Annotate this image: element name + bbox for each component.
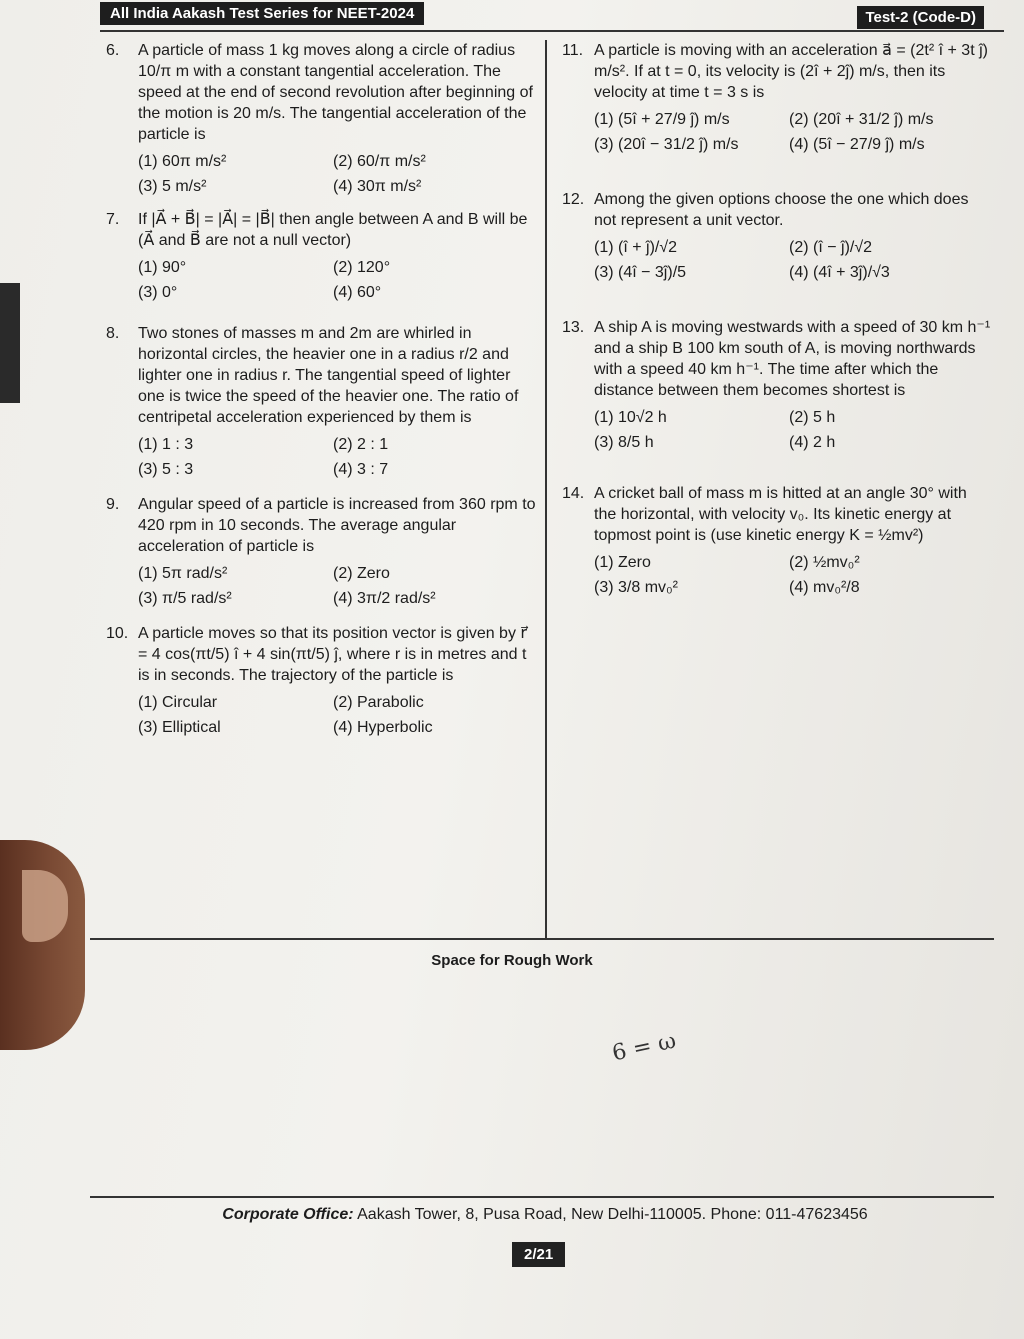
options-grid xyxy=(594,552,992,598)
footer-label: Corporate Office: xyxy=(222,1206,354,1223)
question-number: 11. xyxy=(562,42,584,59)
answer-option[interactable]: (3) 8/5 h xyxy=(594,434,654,451)
header-rule xyxy=(100,30,1004,32)
answer-option[interactable]: (4) 30π m/s² xyxy=(333,178,422,195)
answer-option[interactable]: (1) Zero xyxy=(594,554,651,571)
question xyxy=(106,40,536,197)
question xyxy=(106,494,536,609)
header-test-code: Test-2 (Code-D) xyxy=(857,6,984,29)
options-grid xyxy=(138,257,536,303)
rough-work-label: Space for Rough Work xyxy=(431,952,593,969)
question-number: 6. xyxy=(106,42,120,59)
page-number: 2/21 xyxy=(512,1242,565,1267)
answer-option[interactable]: (3) 0° xyxy=(138,284,178,301)
options-grid xyxy=(594,109,992,155)
handwritten-note: 6 = ω xyxy=(610,1028,679,1067)
answer-option[interactable]: (2) (î − ĵ)/√2 xyxy=(789,239,873,256)
answer-option[interactable]: (2) (20î + 31/2 ĵ) m/s xyxy=(789,111,934,128)
question-number: 12. xyxy=(562,191,585,208)
question-text: A cricket ball of mass m is hitted at an angle 30° with the horizontal, with velocity v₀. Its kinetic energy at topmost point is (use kinetic energy K = ½mv²) xyxy=(594,485,967,544)
question xyxy=(562,40,992,155)
question-number: 10. xyxy=(106,625,129,642)
answer-option[interactable]: (1) (5î + 27/9 ĵ) m/s xyxy=(594,111,730,128)
right-column xyxy=(562,40,992,598)
options-grid xyxy=(594,237,992,283)
answer-option[interactable]: (2) 5 h xyxy=(789,409,836,426)
answer-option[interactable]: (3) 5 m/s² xyxy=(138,178,207,195)
footer-address: Aakash Tower, 8, Pusa Road, New Delhi-110005. Phone: 011-47623456 xyxy=(353,1206,868,1223)
question xyxy=(562,189,992,283)
answer-option[interactable]: (3) (4î − 3ĵ)/5 xyxy=(594,264,687,281)
options-grid xyxy=(138,151,536,197)
question xyxy=(562,483,992,598)
answer-option[interactable]: (4) (5î − 27/9 ĵ) m/s xyxy=(789,136,925,153)
question-text: If |A⃗ + B⃗| = |A⃗| = |B⃗| then angle between A and B will be (A⃗ and B⃗ are not a null vector) xyxy=(138,211,528,249)
question xyxy=(106,209,536,303)
question-text: A particle is moving with an acceleration a⃗ = (2t² î + 3t ĵ) m/s². If at t = 0, its velocity is (2î + 2ĵ) m/s, then its velocity at time t = 3 s is xyxy=(594,42,988,101)
question-number: 13. xyxy=(562,319,585,336)
answer-option[interactable]: (4) mv₀²/8 xyxy=(789,579,860,596)
answer-option[interactable]: (2) ½mv₀² xyxy=(789,554,860,571)
options-grid xyxy=(138,692,536,738)
options-grid xyxy=(594,407,992,453)
answer-option[interactable]: (4) 3 : 7 xyxy=(333,461,389,478)
answer-option[interactable]: (4) (4î + 3ĵ)/√3 xyxy=(789,264,890,281)
question-text: A particle moves so that its position vector is given by r⃗ = 4 cos(πt/5) î + 4 sin(πt/5) ĵ, where r is in metres and t is in seconds. The trajectory of the particle is xyxy=(138,625,527,684)
left-column xyxy=(106,40,536,760)
answer-option[interactable]: (1) (î + ĵ)/√2 xyxy=(594,239,678,256)
answer-option[interactable]: (2) 2 : 1 xyxy=(333,436,389,453)
footer-rule xyxy=(90,1196,994,1198)
answer-option[interactable]: (3) 3/8 mv₀² xyxy=(594,579,678,596)
answer-option[interactable]: (3) π/5 rad/s² xyxy=(138,590,232,607)
question xyxy=(562,317,992,453)
answer-option[interactable]: (3) 5 : 3 xyxy=(138,461,194,478)
answer-option[interactable]: (1) Circular xyxy=(138,694,218,711)
question-text: A particle of mass 1 kg moves along a circle of radius 10/π m with a constant tangential acceleration. The speed at the end of second revolution after beginning of the motion is 20 m/s. The tangential acceleration of the particle is xyxy=(138,42,533,143)
options-grid xyxy=(138,563,536,609)
question xyxy=(106,623,536,738)
answer-option[interactable]: (4) 3π/2 rad/s² xyxy=(333,590,436,607)
bottom-rule xyxy=(90,938,994,940)
answer-option[interactable]: (2) 60/π m/s² xyxy=(333,153,426,170)
question-number: 7. xyxy=(106,211,120,228)
answer-option[interactable]: (4) Hyperbolic xyxy=(333,719,433,736)
question-number: 8. xyxy=(106,325,120,342)
answer-option[interactable]: (2) Zero xyxy=(333,565,390,582)
page-edge-tab xyxy=(0,283,20,403)
column-divider xyxy=(545,40,547,938)
question-text: A ship A is moving westwards with a speed of 30 km h⁻¹ and a ship B 100 km south of A, is moving northwards with a speed 40 km h⁻¹. The time after which the distance between them becomes shortest is xyxy=(594,319,991,399)
answer-option[interactable]: (4) 2 h xyxy=(789,434,836,451)
answer-option[interactable]: (4) 60° xyxy=(333,284,382,301)
answer-option[interactable]: (1) 1 : 3 xyxy=(138,436,194,453)
answer-option[interactable]: (3) Elliptical xyxy=(138,719,221,736)
question xyxy=(106,323,536,480)
answer-option[interactable]: (2) 120° xyxy=(333,259,391,276)
answer-option[interactable]: (2) Parabolic xyxy=(333,694,424,711)
answer-option[interactable]: (1) 10√2 h xyxy=(594,409,667,426)
answer-option[interactable]: (3) (20î − 31/2 ĵ) m/s xyxy=(594,136,739,153)
question-number: 14. xyxy=(562,485,585,502)
footer xyxy=(0,1206,1024,1224)
question-text: Two stones of masses m and 2m are whirled in horizontal circles, the heavier one in a radius r/2 and lighter one in radius r. The tangential speed of lighter one is twice the speed of the heavier one. The ratio of centripetal acceleration experienced by them is xyxy=(138,325,519,426)
answer-option[interactable]: (1) 60π m/s² xyxy=(138,153,227,170)
answer-option[interactable]: (1) 90° xyxy=(138,259,187,276)
question-number: 9. xyxy=(106,496,120,513)
options-grid xyxy=(138,434,536,480)
question-text: Angular speed of a particle is increased from 360 rpm to 420 rpm in 10 seconds. The average angular acceleration of particle is xyxy=(138,496,536,555)
answer-option[interactable]: (1) 5π rad/s² xyxy=(138,565,228,582)
question-text: Among the given options choose the one which does not represent a unit vector. xyxy=(594,191,969,229)
header-series-title: All India Aakash Test Series for NEET-2024 xyxy=(100,2,424,25)
